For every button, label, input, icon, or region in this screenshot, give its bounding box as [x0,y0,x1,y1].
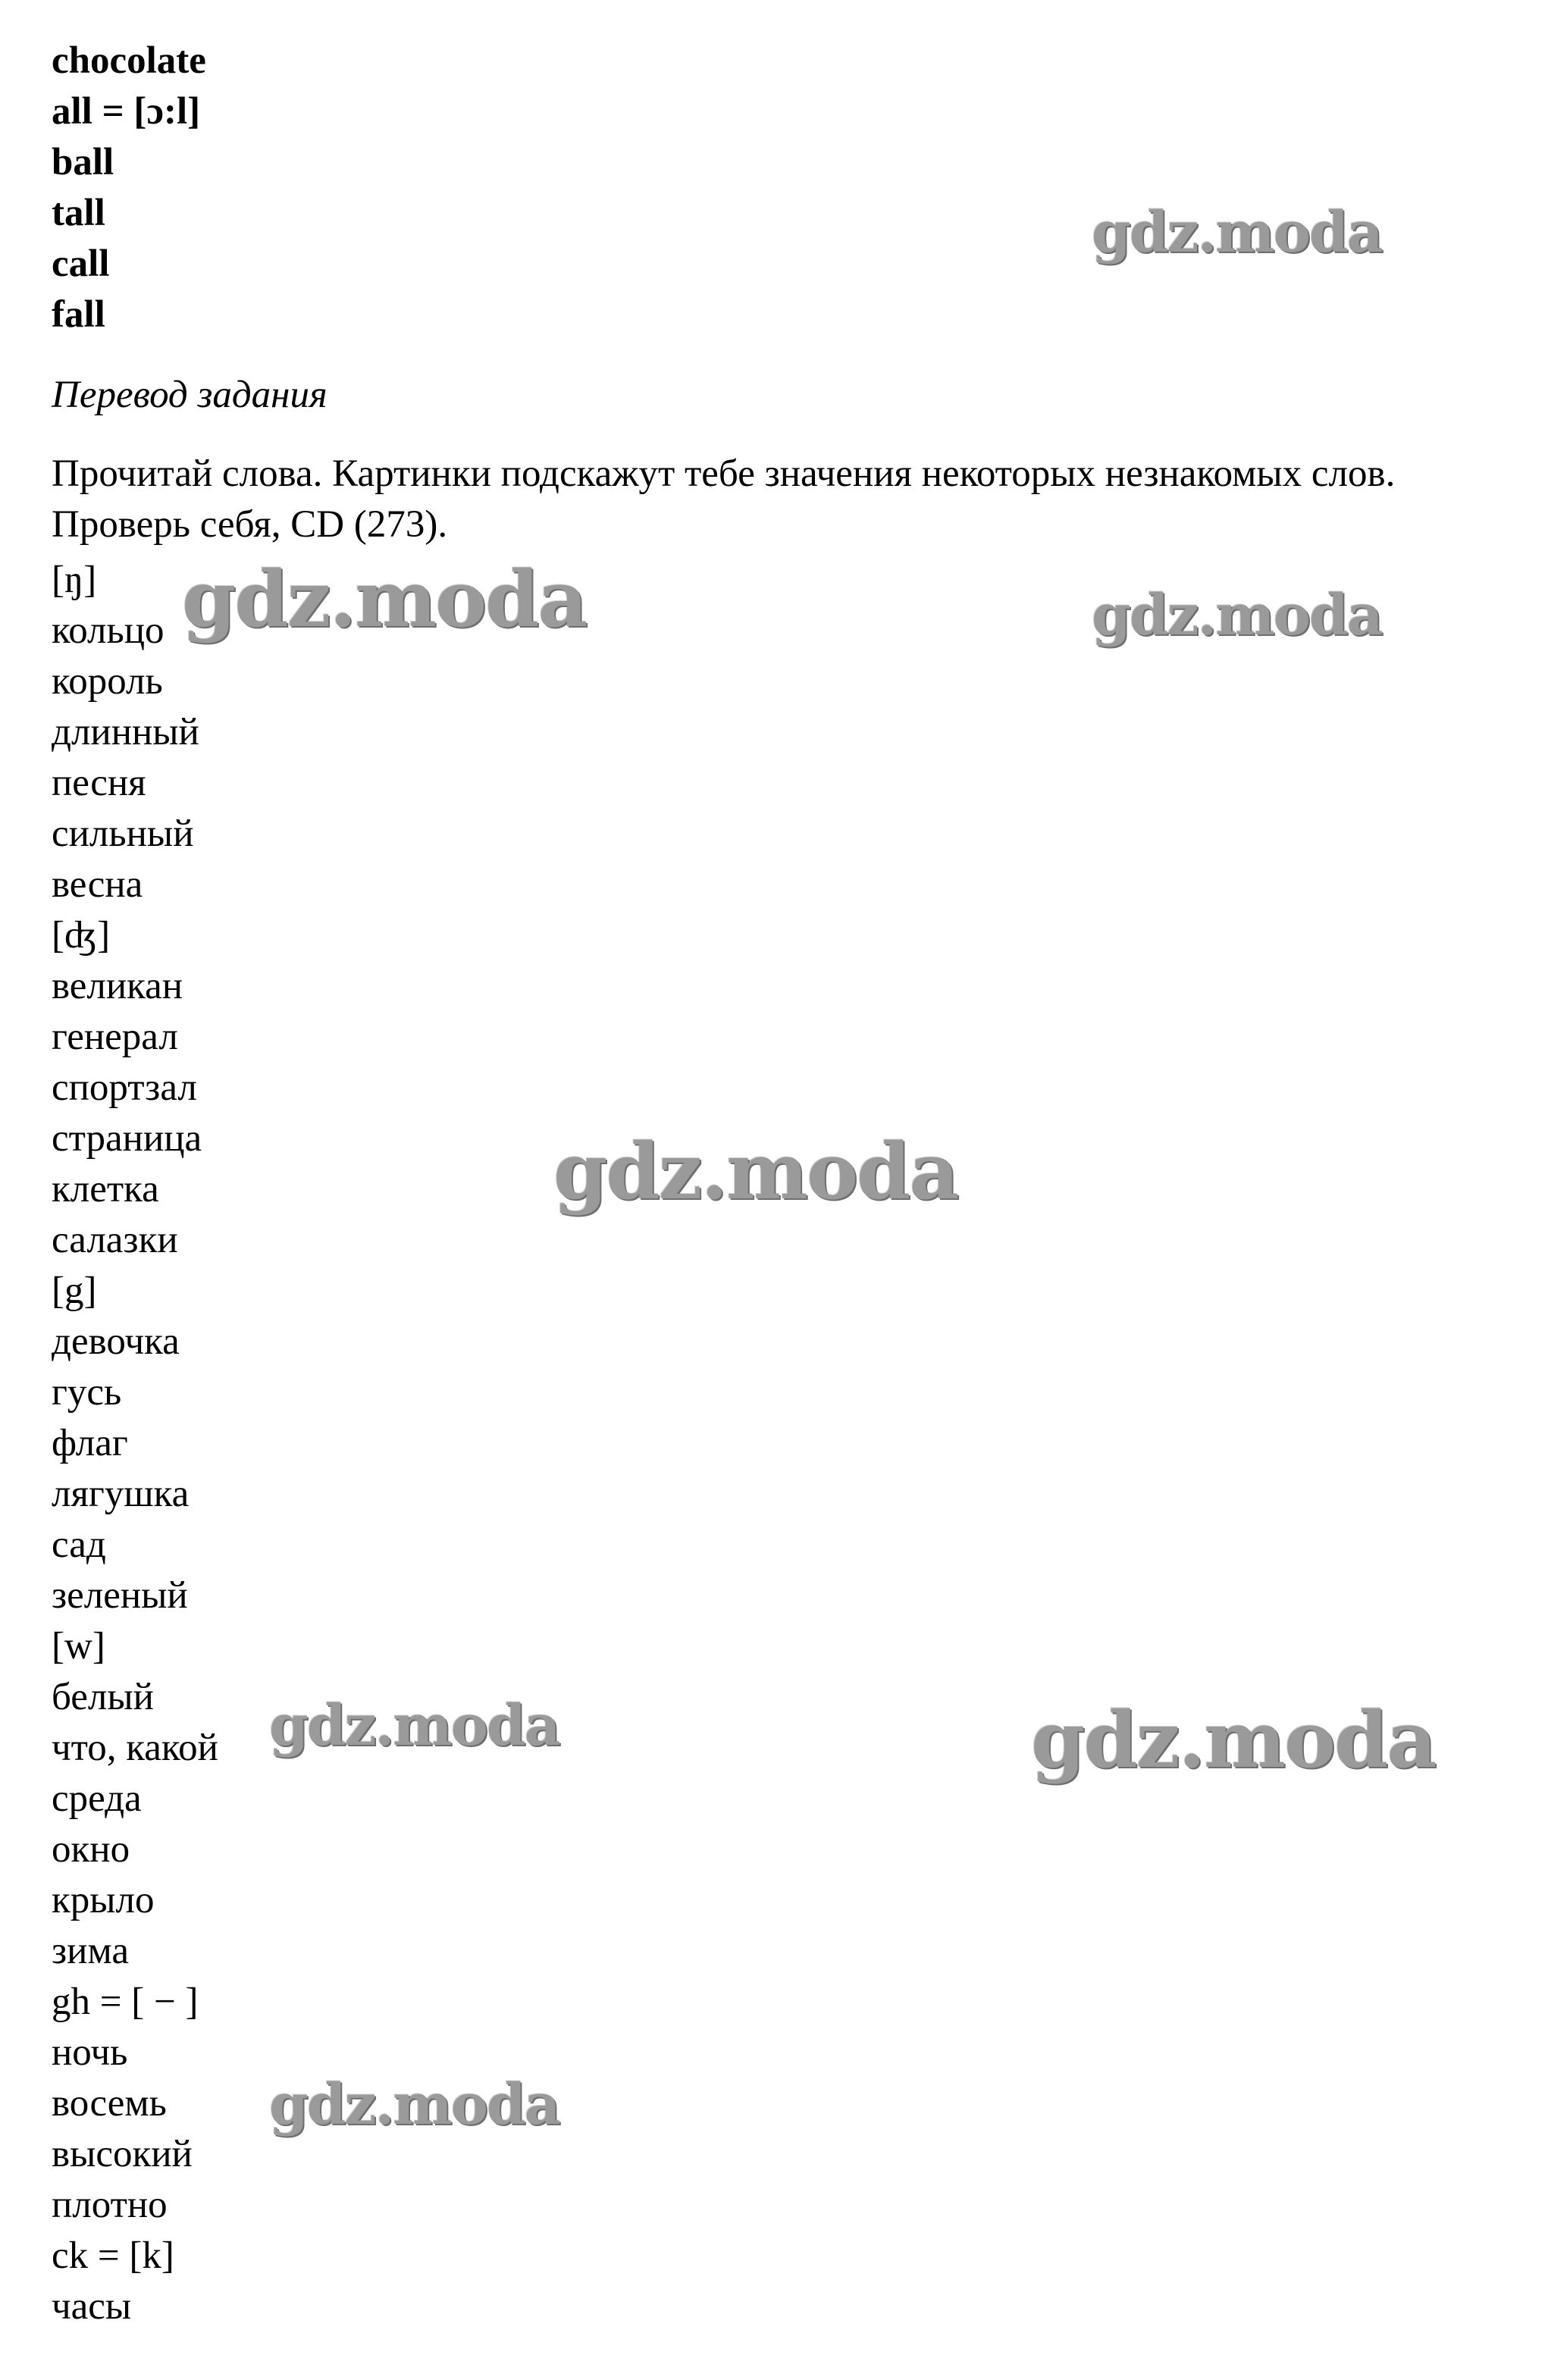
list-item: сильный [52,813,194,855]
list-item: великан [52,965,183,1007]
watermark: gdz.moda [182,554,587,645]
list-item: сад [52,1524,106,1566]
list-item: страница [52,1117,202,1160]
list-item: зима [52,1930,129,1972]
translation-heading: Перевод задания [52,374,327,416]
word-call: call [52,243,110,285]
list-item: среда [52,1777,142,1820]
list-item: гусь [52,1371,122,1414]
list-item: [ŋ] [52,559,97,601]
watermark: gdz.moda [269,2072,559,2137]
word-chocolate: chocolate [52,39,206,82]
watermark: gdz.moda [1092,583,1382,648]
watermark: gdz.moda [1031,1695,1436,1786]
list-item: зеленый [52,1574,188,1617]
watermark: gdz.moda [1092,200,1382,265]
list-item: лягушка [52,1473,190,1515]
word-fall: fall [52,293,105,336]
list-item: gh = [ − ] [52,1981,199,2023]
word-all: all = [ɔ:l] [52,90,201,133]
list-item: окно [52,1828,130,1871]
list-item: плотно [52,2184,168,2226]
list-item: ночь [52,2031,128,2074]
word-ball: ball [52,141,114,183]
watermark: gdz.moda [269,1693,559,1758]
list-item: высокий [52,2133,193,2175]
list-item: салазки [52,1219,178,1261]
list-item: часы [52,2285,132,2328]
list-item: клетка [52,1168,159,1210]
list-item: спортзал [52,1066,197,1109]
list-item: весна [52,863,143,906]
task-text: Прочитай слова. Картинки подскажут тебе значения некоторых незнакомых слов. Проверь себя, CD (273). [52,453,1396,546]
list-item: [ʤ] [52,914,111,957]
word-tall: tall [52,192,105,234]
list-item: восемь [52,2082,167,2125]
list-item: [g] [52,1270,97,1312]
list-item: король [52,660,163,703]
list-item: белый [52,1676,154,1718]
list-item: длинный [52,711,199,753]
list-item: [w] [52,1625,105,1668]
list-item: кольцо [52,609,165,652]
list-item: что, какой [52,1727,218,1769]
watermark: gdz.moda [553,1126,958,1217]
list-item: девочка [52,1320,180,1363]
list-item: флаг [52,1422,128,1464]
list-item: песня [52,762,146,804]
list-item: генерал [52,1016,178,1058]
list-item: крыло [52,1879,155,1921]
list-item: ck = [k] [52,2234,174,2277]
